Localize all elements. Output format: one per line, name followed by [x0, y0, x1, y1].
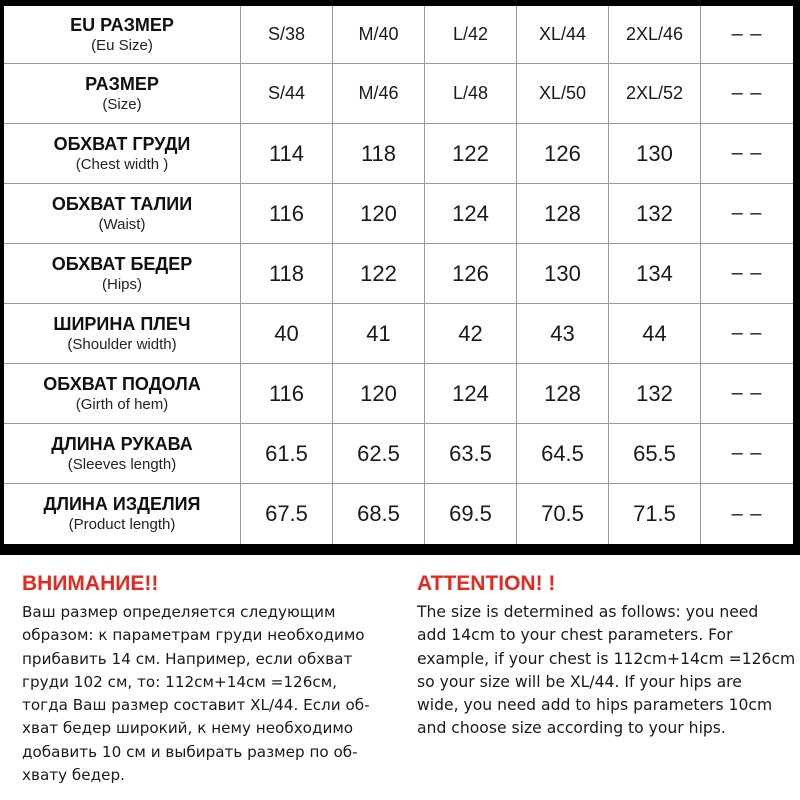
table-cell: 71.5 — [609, 484, 701, 544]
table-cell-empty: – – — [701, 424, 793, 484]
row-label — [4, 184, 241, 244]
table-cell: L/42 — [425, 6, 517, 64]
table-row — [4, 184, 793, 244]
table-cell: 126 — [425, 244, 517, 304]
table-cell: 120 — [333, 364, 425, 424]
table-cell: 44 — [609, 304, 701, 364]
table-cell: XL/44 — [517, 6, 609, 64]
table-cell: 124 — [425, 184, 517, 244]
table-cell: 118 — [333, 124, 425, 184]
row-label-en: (Product length) — [68, 516, 176, 533]
row-label — [4, 424, 241, 484]
row-label-en: (Size) — [102, 95, 142, 113]
attention-ru — [22, 560, 407, 787]
table-cell: 70.5 — [517, 484, 609, 544]
row-label-en: (Girth of hem) — [75, 395, 169, 413]
table-row — [4, 424, 793, 484]
attention-en-title: ATTENTION! ! — [417, 572, 556, 595]
row-label-en: (Sleeves length) — [67, 455, 177, 473]
table-cell: 43 — [517, 304, 609, 364]
row-label — [4, 6, 241, 64]
table-cell: 134 — [609, 244, 701, 304]
table-cell: 62.5 — [333, 424, 425, 484]
row-label — [4, 364, 241, 424]
table-cell: 120 — [333, 184, 425, 244]
table-cell: 122 — [425, 124, 517, 184]
row-label-en: (Waist) — [98, 215, 146, 233]
table-cell: 42 — [425, 304, 517, 364]
table-cell: 116 — [241, 184, 333, 244]
table-cell: 69.5 — [425, 484, 517, 544]
table-cell: 2XL/52 — [609, 64, 701, 124]
table-cell-empty: – – — [701, 244, 793, 304]
attention-en — [417, 560, 800, 741]
row-label — [4, 64, 241, 124]
table-row — [4, 484, 793, 544]
table-cell: XL/50 — [517, 64, 609, 124]
row-label-ru: ОБХВАТ ГРУДИ — [53, 133, 191, 154]
row-label — [4, 244, 241, 304]
table-cell: 118 — [241, 244, 333, 304]
table-cell: 116 — [241, 364, 333, 424]
table-cell-empty: – – — [701, 184, 793, 244]
table-cell: 63.5 — [425, 424, 517, 484]
table-row — [4, 64, 793, 124]
table-cell: 40 — [241, 304, 333, 364]
table-cell: S/38 — [241, 6, 333, 64]
table-cell: L/48 — [425, 64, 517, 124]
table-cell: 130 — [517, 244, 609, 304]
table-cell: 122 — [333, 244, 425, 304]
table-cell: 64.5 — [517, 424, 609, 484]
row-label-ru: РАЗМЕР — [85, 73, 159, 94]
table-cell: 2XL/46 — [609, 6, 701, 64]
row-label-en: (Shoulder width) — [67, 335, 177, 353]
table-cell-empty: – – — [701, 6, 793, 64]
table-cell: 126 — [517, 124, 609, 184]
row-label-en: (Hips) — [102, 275, 142, 293]
table-cell: 68.5 — [333, 484, 425, 544]
table-cell: 41 — [333, 304, 425, 364]
table-row — [4, 304, 793, 364]
table-cell: 132 — [609, 184, 701, 244]
table-cell: 128 — [517, 184, 609, 244]
table-cell-empty: – – — [701, 64, 793, 124]
row-label — [4, 304, 241, 364]
table-row — [4, 364, 793, 424]
table-cell: M/40 — [333, 6, 425, 64]
row-label-ru: ДЛИНА РУКАВА — [51, 433, 193, 454]
table-cell: 65.5 — [609, 424, 701, 484]
table-row — [4, 6, 793, 64]
row-label — [4, 484, 241, 544]
table-cell: 61.5 — [241, 424, 333, 484]
size-table — [4, 6, 793, 544]
row-label-en: (Eu Size) — [91, 36, 153, 54]
table-cell: 114 — [241, 124, 333, 184]
table-cell: 132 — [609, 364, 701, 424]
row-label-en: (Chest width ) — [75, 155, 169, 173]
row-label-ru: EU РАЗМЕР — [70, 14, 174, 35]
row-label-ru: ОБХВАТ ТАЛИИ — [51, 193, 193, 214]
table-cell: 67.5 — [241, 484, 333, 544]
table-cell-empty: – – — [731, 502, 763, 525]
attention-ru-title: ВНИМАНИЕ!! — [22, 572, 159, 595]
table-cell-empty: – – — [701, 304, 793, 364]
table-cell: S/44 — [241, 64, 333, 124]
attention-ru-text: Ваш размер определяется следующим образом: к параметрам груди необходимо прибавить 14 см. Например, если обхват груди 102 см, то: 112см+14см =126см, тогда Ваш размер составит XL/44. Если об- хват бедер широкий, к нему необходимо добавить 10 см и выбирать размер по об- хвату бедер. — [22, 603, 370, 785]
row-label-ru: ОБХВАТ БЕДЕР — [51, 253, 193, 274]
row-label — [4, 124, 241, 184]
table-cell: 128 — [517, 364, 609, 424]
row-label-ru: ДЛИНА ИЗДЕЛИЯ — [43, 494, 201, 514]
table-row — [4, 124, 793, 184]
table-row — [4, 244, 793, 304]
table-cell: M/46 — [333, 64, 425, 124]
row-label-ru: ОБХВАТ ПОДОЛА — [43, 373, 201, 394]
row-label-ru: ШИРИНА ПЛЕЧ — [53, 313, 191, 334]
table-cell-empty: – – — [701, 124, 793, 184]
table-cell: 130 — [609, 124, 701, 184]
table-cell: 124 — [425, 364, 517, 424]
attention-en-text: The size is determined as follows: you need add 14cm to your chest parameters. For example, if your chest is 112cm+14cm =126cm so your size will be XL/44. If your hips are wide, you need add to hips parameters 10cm and choose size according to your hips. — [417, 603, 796, 738]
table-cell-empty: – – — [701, 364, 793, 424]
